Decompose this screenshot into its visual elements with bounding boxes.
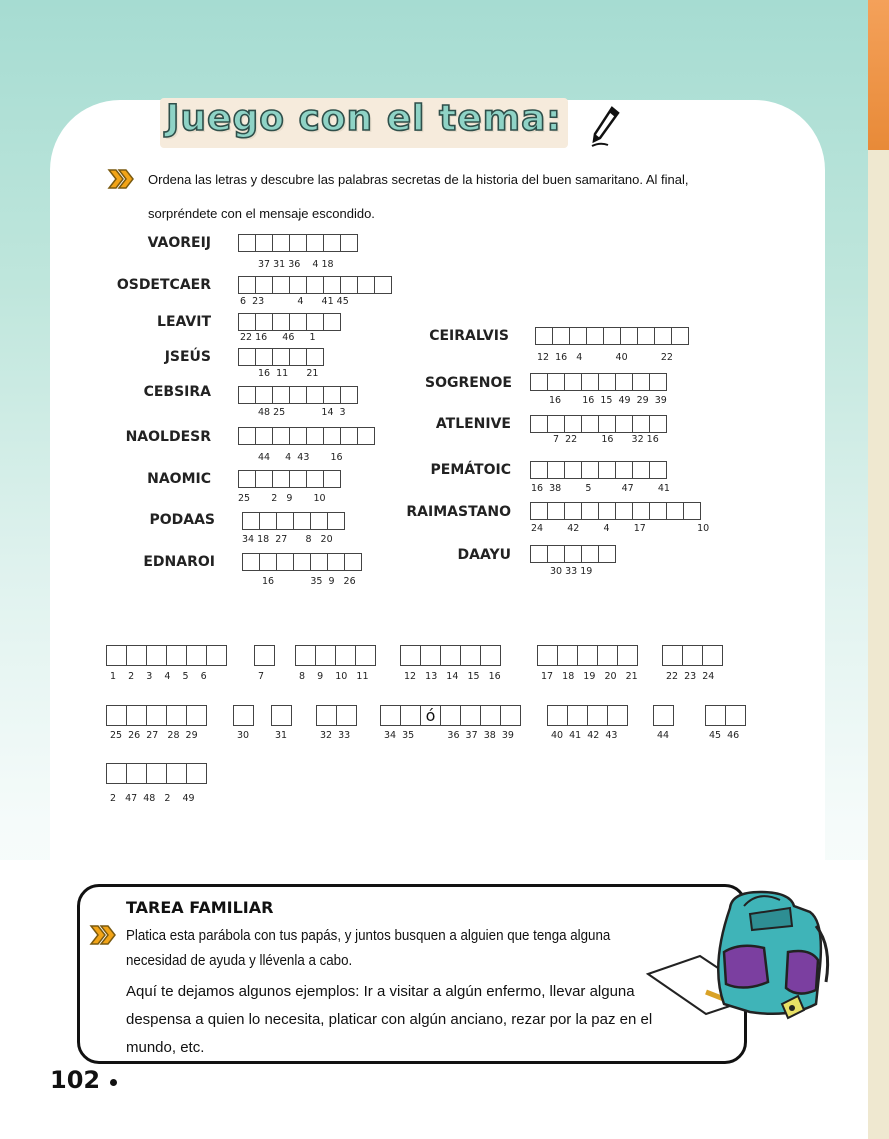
message-letter-numbers: 1 2 3 4 5 6 [110, 671, 207, 682]
letter-index-numbers: 34 18 27 8 20 [242, 534, 333, 545]
letter-box[interactable] [306, 348, 324, 366]
letter-box[interactable] [186, 705, 207, 726]
letter-box[interactable] [272, 470, 290, 488]
letter-box[interactable] [537, 645, 558, 666]
letter-box[interactable] [615, 461, 633, 479]
letter-box[interactable] [380, 705, 401, 726]
letter-box[interactable] [400, 705, 421, 726]
letter-box[interactable] [310, 553, 328, 571]
letter-box[interactable] [598, 373, 616, 391]
letter-box[interactable] [567, 705, 588, 726]
letter-box[interactable] [106, 763, 127, 784]
letter-index-numbers: 25 2 9 10 [238, 493, 326, 504]
letter-box[interactable] [306, 386, 324, 404]
letter-box[interactable] [323, 234, 341, 252]
letter-box[interactable] [682, 645, 703, 666]
scrambled-word: CEIRALVIS [429, 328, 509, 344]
letter-box[interactable] [126, 645, 147, 666]
scrambled-word: DAAYU [457, 547, 511, 563]
letter-box[interactable]: ó [420, 705, 441, 726]
page-edge-strip [868, 0, 889, 1139]
letter-boxes [705, 705, 745, 726]
letter-box[interactable] [289, 348, 307, 366]
letter-boxes [295, 645, 375, 666]
letter-box[interactable] [598, 461, 616, 479]
letter-box[interactable] [166, 763, 187, 784]
letter-box[interactable] [666, 502, 684, 520]
message-letter-numbers: 44 [657, 730, 670, 741]
letter-box[interactable] [295, 645, 316, 666]
letter-box[interactable] [649, 415, 667, 433]
letter-index-numbers: 37 31 36 4 18 [258, 259, 334, 270]
letter-box[interactable] [255, 470, 273, 488]
letter-box[interactable] [480, 645, 501, 666]
letter-boxes [106, 645, 226, 666]
letter-box[interactable] [306, 313, 324, 331]
letter-box[interactable] [615, 415, 633, 433]
letter-box[interactable] [186, 763, 207, 784]
letter-box[interactable] [327, 553, 345, 571]
letter-box[interactable] [340, 427, 358, 445]
letter-box[interactable] [255, 276, 273, 294]
letter-box[interactable] [637, 327, 655, 345]
scrambled-word: NAOLDESR [125, 429, 211, 445]
message-letter-numbers: 12 13 14 15 16 [404, 671, 501, 682]
message-letter-numbers: 45 46 [709, 730, 740, 741]
letter-index-numbers: 16 35 9 26 [262, 576, 356, 587]
pencil-icon [590, 104, 620, 150]
letter-boxes [106, 763, 206, 784]
scrambled-word: VAOREIJ [147, 235, 211, 251]
scrambled-word: RAIMASTANO [406, 504, 511, 520]
letter-box[interactable] [166, 645, 187, 666]
letter-box[interactable] [238, 386, 256, 404]
letter-boxes [537, 645, 637, 666]
letter-box[interactable] [238, 470, 256, 488]
letter-box[interactable] [581, 502, 599, 520]
letter-boxes [400, 645, 500, 666]
letter-index-numbers: 16 11 21 [258, 368, 319, 379]
letter-box[interactable] [702, 645, 723, 666]
message-letter-numbers: 7 [258, 671, 265, 682]
letter-box[interactable] [355, 645, 376, 666]
letter-box[interactable] [259, 512, 277, 530]
letter-box[interactable] [357, 427, 375, 445]
letter-box[interactable] [238, 313, 256, 331]
letter-box[interactable] [289, 313, 307, 331]
letter-box[interactable] [615, 373, 633, 391]
letter-box[interactable] [344, 553, 362, 571]
letter-box[interactable] [581, 461, 599, 479]
letter-box[interactable] [603, 327, 621, 345]
letter-box[interactable] [581, 415, 599, 433]
letter-box[interactable] [564, 545, 582, 563]
letter-box[interactable] [289, 386, 307, 404]
letter-box[interactable] [552, 327, 570, 345]
backpack-illustration [640, 886, 840, 1026]
letter-box[interactable] [323, 427, 341, 445]
letter-box[interactable] [460, 645, 481, 666]
letter-box[interactable] [649, 502, 667, 520]
letter-box[interactable] [126, 705, 147, 726]
letter-box[interactable] [276, 553, 294, 571]
letter-box[interactable] [289, 470, 307, 488]
letter-box[interactable] [293, 553, 311, 571]
letter-box[interactable] [238, 234, 256, 252]
letter-box[interactable] [206, 645, 227, 666]
letter-box[interactable] [400, 645, 421, 666]
letter-box[interactable] [340, 276, 358, 294]
letter-boxes [106, 705, 206, 726]
letter-index-numbers: 24 42 4 17 10 [531, 523, 710, 534]
letter-boxes [530, 373, 666, 391]
letter-box[interactable] [564, 502, 582, 520]
letter-box[interactable] [336, 705, 357, 726]
letter-box[interactable] [272, 386, 290, 404]
scrambled-word: NAOMIC [147, 471, 211, 487]
letter-box[interactable] [323, 313, 341, 331]
scrambled-word: LEAVIT [157, 314, 211, 330]
letter-box[interactable] [547, 545, 565, 563]
letter-box[interactable] [662, 645, 683, 666]
letter-box[interactable] [146, 705, 167, 726]
letter-box[interactable] [649, 373, 667, 391]
scrambled-word: JSEÚS [164, 349, 211, 365]
letter-box[interactable] [289, 427, 307, 445]
letter-box[interactable] [586, 327, 604, 345]
letter-box[interactable] [289, 234, 307, 252]
letter-box[interactable] [146, 645, 167, 666]
letter-box[interactable] [705, 705, 726, 726]
letter-box[interactable] [186, 645, 207, 666]
letter-box[interactable] [238, 427, 256, 445]
message-letter-numbers: 22 23 24 [666, 671, 715, 682]
letter-box[interactable] [272, 234, 290, 252]
scrambled-word: CEBSIRA [143, 384, 211, 400]
letter-box[interactable] [530, 415, 548, 433]
letter-box[interactable] [233, 705, 254, 726]
letter-box[interactable] [607, 705, 628, 726]
message-letter-numbers: 30 [237, 730, 250, 741]
letter-box[interactable] [617, 645, 638, 666]
letter-boxes [662, 645, 722, 666]
letter-box[interactable] [460, 705, 481, 726]
letter-box[interactable] [310, 512, 328, 530]
letter-box[interactable] [547, 373, 565, 391]
letter-boxes [535, 327, 688, 345]
letter-box[interactable] [547, 502, 565, 520]
scrambled-word: EDNAROI [143, 554, 215, 570]
letter-box[interactable] [530, 461, 548, 479]
letter-box[interactable] [632, 502, 650, 520]
letter-box[interactable] [254, 645, 275, 666]
letter-box[interactable] [106, 705, 127, 726]
letter-box[interactable] [306, 234, 324, 252]
letter-index-numbers: 6 23 4 41 45 [240, 296, 349, 307]
letter-box[interactable] [632, 415, 650, 433]
letter-box[interactable] [323, 276, 341, 294]
letter-box[interactable] [106, 645, 127, 666]
letter-boxes [238, 313, 340, 331]
letter-box[interactable] [530, 545, 548, 563]
letter-boxes [238, 386, 357, 404]
message-letter-numbers: 17 18 19 20 21 [541, 671, 638, 682]
letter-box[interactable] [255, 234, 273, 252]
letter-box[interactable] [632, 373, 650, 391]
letter-box[interactable] [598, 502, 616, 520]
letter-boxes [271, 705, 291, 726]
letter-box[interactable] [530, 373, 548, 391]
letter-box[interactable] [255, 386, 273, 404]
letter-box[interactable] [598, 545, 616, 563]
letter-box[interactable] [242, 553, 260, 571]
letter-box[interactable] [725, 705, 746, 726]
letter-boxes [653, 705, 673, 726]
letter-box[interactable] [581, 373, 599, 391]
scrambled-word: ATLENIVE [435, 416, 511, 432]
chevron-bullet-icon [106, 166, 136, 192]
letter-box[interactable] [306, 427, 324, 445]
letter-boxes [530, 502, 700, 520]
letter-boxes [233, 705, 253, 726]
letter-box[interactable] [535, 327, 553, 345]
letter-box[interactable] [272, 276, 290, 294]
letter-box[interactable] [569, 327, 587, 345]
letter-box[interactable] [597, 645, 618, 666]
letter-box[interactable] [255, 313, 273, 331]
letter-box[interactable] [238, 348, 256, 366]
letter-box[interactable] [272, 313, 290, 331]
letter-box[interactable] [323, 470, 341, 488]
letter-box[interactable] [374, 276, 392, 294]
letter-box[interactable] [671, 327, 689, 345]
letter-index-numbers: 16 38 5 47 41 [531, 483, 670, 494]
letter-boxes [238, 348, 323, 366]
letter-box[interactable] [276, 512, 294, 530]
letter-boxes [254, 645, 274, 666]
page-number: 102 [50, 1066, 101, 1094]
letter-box[interactable] [293, 512, 311, 530]
letter-boxes [242, 553, 361, 571]
letter-box[interactable] [272, 427, 290, 445]
letter-box[interactable] [653, 705, 674, 726]
letter-box[interactable] [654, 327, 672, 345]
scrambled-word: SOGRENOE [424, 375, 512, 391]
letter-box[interactable] [335, 645, 356, 666]
scrambled-word: PEMÁTOIC [430, 462, 511, 478]
family-task-title: TAREA FAMILIAR [126, 898, 274, 917]
letter-box[interactable] [238, 276, 256, 294]
message-letter-numbers: 8 9 10 11 [299, 671, 369, 682]
letter-boxes [380, 705, 520, 726]
family-task-examples: Aquí te dejamos algunos ejemplos: Ir a visitar a algún enfermo, llevar alguna despensa a quien lo necesita, platicar con algún anciano, rezar por la paz en el mundo, etc. [126, 983, 653, 1056]
letter-box[interactable] [327, 512, 345, 530]
page-title: Juego con el tema: [160, 98, 568, 148]
letter-box[interactable] [126, 763, 147, 784]
letter-box[interactable] [272, 348, 290, 366]
letter-box[interactable] [587, 705, 608, 726]
letter-box[interactable] [340, 386, 358, 404]
chevron-bullet-icon [88, 922, 118, 948]
letter-box[interactable] [242, 512, 260, 530]
letter-boxes [238, 276, 391, 294]
orange-tab [868, 0, 889, 150]
letter-box[interactable] [598, 415, 616, 433]
message-letter-numbers: 2 47 48 2 49 [110, 793, 195, 804]
letter-box[interactable] [547, 415, 565, 433]
letter-boxes [242, 512, 344, 530]
letter-box[interactable] [547, 461, 565, 479]
letter-box[interactable] [420, 645, 441, 666]
letter-box[interactable] [271, 705, 292, 726]
letter-box[interactable] [289, 276, 307, 294]
letter-box[interactable] [306, 470, 324, 488]
letter-index-numbers: 22 16 46 1 [240, 332, 316, 343]
letter-box[interactable] [316, 705, 337, 726]
message-letter-numbers: 32 33 [320, 730, 351, 741]
letter-box[interactable] [255, 348, 273, 366]
letter-box[interactable] [564, 373, 582, 391]
letter-boxes [530, 545, 615, 563]
letter-box[interactable] [500, 705, 521, 726]
page-number-dot [110, 1079, 117, 1086]
letter-index-numbers: 44 4 43 16 [258, 452, 343, 463]
letter-boxes [238, 427, 374, 445]
scrambled-word: OSDETCAER [116, 277, 211, 293]
letter-box[interactable] [166, 705, 187, 726]
letter-box[interactable] [620, 327, 638, 345]
letter-box[interactable] [632, 461, 650, 479]
message-letter-numbers: 31 [275, 730, 288, 741]
letter-box[interactable] [306, 276, 324, 294]
letter-boxes [530, 415, 666, 433]
letter-box[interactable] [357, 276, 375, 294]
letter-box[interactable] [615, 502, 633, 520]
letter-index-numbers: 16 16 15 49 29 39 [549, 395, 667, 406]
letter-boxes [547, 705, 627, 726]
letter-box[interactable] [255, 427, 273, 445]
letter-boxes [238, 470, 340, 488]
letter-index-numbers: 30 33 19 [550, 566, 593, 577]
instructions-text: Ordena las letras y descubre las palabras secretas de la historia del buen samaritano. Al final, sorpréndete con el mensaje escondido. [148, 172, 689, 221]
letter-box[interactable] [577, 645, 598, 666]
scrambled-word: PODAAS [149, 512, 215, 528]
letter-box[interactable] [581, 545, 599, 563]
letter-box[interactable] [315, 645, 336, 666]
letter-box[interactable] [649, 461, 667, 479]
letter-boxes [238, 234, 357, 252]
message-letter-numbers: 40 41 42 43 [551, 730, 618, 741]
letter-box[interactable] [146, 763, 167, 784]
letter-index-numbers: 12 16 4 40 22 [537, 352, 673, 363]
letter-box[interactable] [440, 705, 461, 726]
letter-box[interactable] [547, 705, 568, 726]
letter-box[interactable] [564, 415, 582, 433]
letter-box[interactable] [340, 234, 358, 252]
letter-box[interactable] [480, 705, 501, 726]
letter-box[interactable] [683, 502, 701, 520]
letter-box[interactable] [323, 386, 341, 404]
message-letter-numbers: 34 35 36 37 38 39 [384, 730, 514, 741]
letter-index-numbers: 48 25 14 3 [258, 407, 346, 418]
letter-boxes [316, 705, 356, 726]
letter-index-numbers: 7 22 16 32 16 [553, 434, 659, 445]
letter-box[interactable] [259, 553, 277, 571]
letter-boxes [530, 461, 666, 479]
message-letter-numbers: 25 26 27 28 29 [110, 730, 198, 741]
letter-box[interactable] [564, 461, 582, 479]
family-task-lead: Platica esta parábola con tus papás, y juntos busquen a alguien que tenga alguna necesidad de ayuda y llévenla a cabo. [126, 928, 611, 969]
letter-box[interactable] [530, 502, 548, 520]
letter-box[interactable] [440, 645, 461, 666]
letter-box[interactable] [557, 645, 578, 666]
